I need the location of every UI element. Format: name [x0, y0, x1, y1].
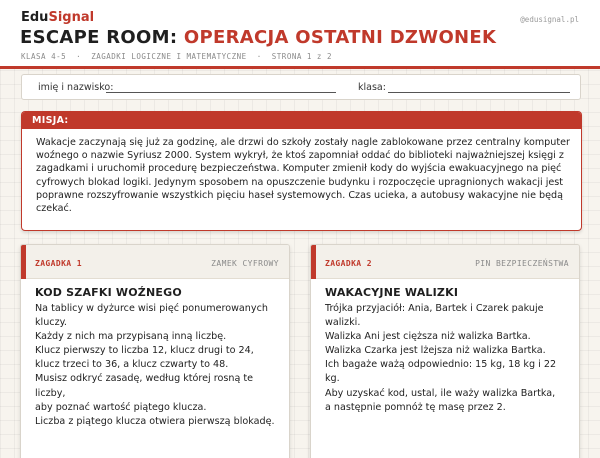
puzzle-card-1	[20, 244, 290, 458]
puzzle-card-2	[310, 244, 580, 458]
page-meta: KLASA 4-5 · ZAGADKI LOGICZNE I MATEMATYCZNE · STRONA 1 z 2	[21, 52, 332, 61]
class-field[interactable]	[388, 92, 570, 93]
title-main: OPERACJA OSTATNI DZWONEK	[183, 27, 497, 48]
puzzle-body	[325, 302, 571, 415]
puzzle-body	[35, 302, 281, 429]
name-label: imię i nazwisko:	[38, 82, 114, 93]
class-label: klasa:	[358, 82, 386, 93]
puzzle-card-accent	[311, 245, 316, 279]
mission-header	[22, 112, 581, 129]
puzzle-line: Trójka przyjaciół: Ania, Bartek i Czarek pakuje walizki.	[325, 303, 544, 329]
social-handle: @edusignal.pl	[520, 15, 579, 24]
puzzle-line: a następnie pomnóż tę masę przez 2.	[325, 401, 506, 413]
puzzle-title: WAKACYJNE WALIZKI	[325, 286, 459, 299]
puzzle-line: Musisz odkryć zasadę, według której rosną te liczby,	[35, 373, 254, 399]
page-header	[0, 0, 600, 69]
name-field[interactable]	[106, 92, 336, 93]
puzzle-line: Liczba z piątego klucza otwiera pierwszą blokadę.	[35, 415, 275, 427]
brand-part-edu: Edu	[21, 10, 49, 25]
puzzle-title: KOD SZAFKI WOŹNEGO	[35, 286, 182, 299]
puzzle-line: Walizka Ani jest cięższa niż walizka Bartka.	[325, 331, 531, 343]
puzzle-line: aby poznać wartość piątego klucza.	[35, 401, 207, 413]
title-prefix: ESCAPE ROOM:	[20, 27, 178, 48]
puzzle-line: Klucz pierwszy to liczba 12, klucz drugi to 24, klucz trzeci to 36, a klucz czwarty to 48.	[35, 345, 254, 371]
brand-part-signal: Signal	[48, 10, 95, 25]
mission-box	[21, 111, 582, 231]
puzzle-tag: ZAGADKA 1	[35, 259, 82, 268]
puzzle-line: Aby uzyskać kod, ustal, ile waży walizka Bartka,	[325, 387, 556, 399]
puzzle-kind: PIN BEZPIECZEŃSTWA	[475, 259, 569, 268]
name-bar	[21, 74, 581, 100]
puzzle-line: Ich bagaże ważą odpowiednio: 15 kg, 18 kg i 22 kg.	[325, 359, 557, 385]
puzzle-line: Na tablicy w dyżurce wisi pięć ponumerowanych kluczy.	[35, 303, 268, 329]
puzzle-card-accent	[21, 245, 26, 279]
puzzle-line: Każdy z nich ma przypisaną inną liczbę.	[35, 331, 227, 343]
mission-label: MISJA:	[32, 115, 69, 126]
puzzle-line: Walizka Czarka jest lżejsza niż walizka Bartka.	[325, 345, 546, 357]
puzzle-tag: ZAGADKA 2	[325, 259, 372, 268]
mission-text: Wakacje zaczynają się już za godzinę, ale drzwi do szkoły zostały nagle zablokowane przez centralny komputer woźnego o nazwie Syriusz 2000. System wykrył, że ktoś zapomniał oddać do biblioteki najważniejszej księgi z zagadkami i uruchomił procedurę bezpieczeństwa. Komputer zmienił kody do wyjścia ewakuacyjnego na pięć cyfrowych blokad logiki. Jedynym sposobem na opuszczenie budynku i rozpoczęcie upragnionych wakacji jest poprawne rozszyfrowanie wszystkich pięciu haseł systemowych. Czas ucieka, a autobusy wakacyjne nie będą czekać.	[36, 137, 570, 215]
puzzle-kind: ZAMEK CYFROWY	[211, 259, 279, 268]
brand-logo	[21, 10, 94, 25]
page-title	[20, 27, 496, 48]
